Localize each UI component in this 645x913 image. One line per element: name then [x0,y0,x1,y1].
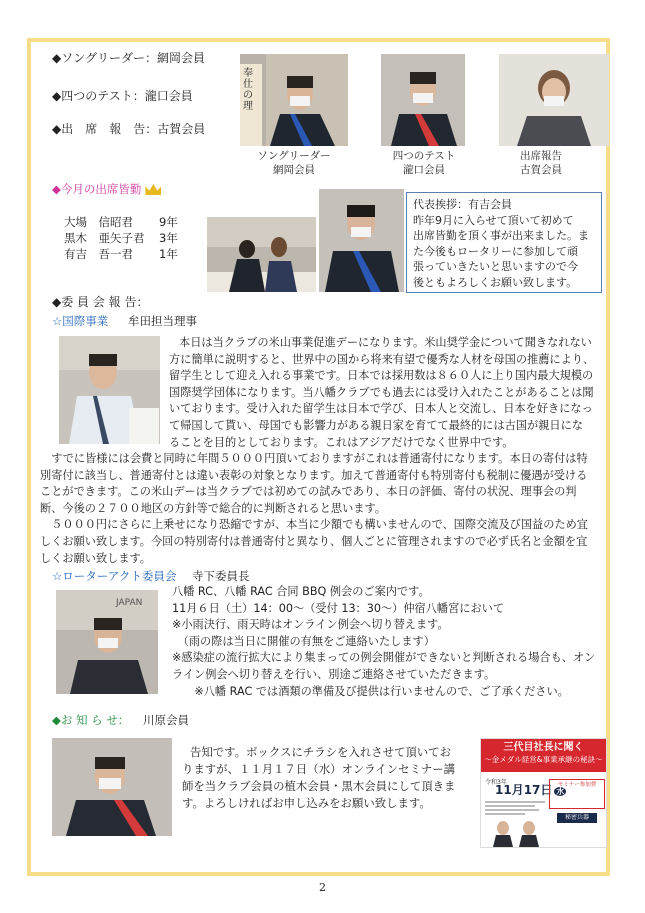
rac-person: 寺下委員長 [192,569,250,583]
photo-attendance-report [499,54,609,146]
attendance-row [64,230,178,248]
notice-line: 告知です。ボックスにチラシを入れさせて頂いてお [190,745,451,759]
caption-four-way-test [369,149,479,177]
caption-role: 出席報告 [520,150,562,162]
greeting-box [406,192,602,293]
rac-title: ☆ローターアクト委員会 [52,569,177,583]
attendance-row [64,214,178,232]
greeting-line: 出席皆勤を頂く事が出来ました。ま [413,229,589,242]
intl-full-line: しくお願い致します。今回の特別寄付は普通寄付と異なり、個人ごとに管理されますので必ず氏名と金額を宜 [40,534,588,548]
rac-line: ※小雨決行、雨天時はオンライン例会へ切り替えます。 [172,618,449,632]
committee-heading: ◆委 員 会 報 告： [52,295,149,309]
notice-title: ◆お 知 ら せ： [52,713,130,727]
intl-full-line: すでに皆様には会費と同時に年間５０００円頂いておりますがこれは普通寄付になります。本日の寄付は特 [40,452,588,465]
photo-representative [319,189,404,292]
rac-line: ライン例会へ切り替えを行い、別途ご連絡させていただきます。 [172,667,496,681]
photo-award-handover [207,217,316,292]
intl-line: いております。受け入れた留学生は日本で学び、日本人と交流し、日本を好きになっ [169,402,593,416]
intl-paragraph [169,335,609,451]
role-four-way-test: ◆四つのテスト：瀧口会員 [52,89,193,103]
intl-full-line: 別寄付に該当し、普通寄付とは違い表彰の対象となります。加えて普通寄付も特別寄付も税制に優遇が受ける [40,468,588,482]
rac-line: ※八幡 RAC では酒類の準備及び提供は行いませんので、ご了承ください。 [172,684,569,698]
flyer-details [485,799,545,817]
page-number: 2 [319,881,326,894]
caption-name: 古賀会員 [520,164,562,176]
notice-paragraph [182,744,472,812]
intl-full-line: ことができます。この米山デーは当クラブでは初めての試みであり、本日の評価、寄付の状況、理事会の判 [40,485,577,499]
intl-heading [52,313,197,331]
photo-rac-speaker [56,590,158,694]
rac-line: ※感染症の流行拡大により集まっての例会開催ができないと判断される場合も、オン [172,651,596,665]
attendance-heading-text: ◆今月の出席皆勤 [52,182,142,196]
intl-full-line: 断、今後の２７００地区の方針等で総合的に判断されると思います。 [40,501,386,515]
attendance-name: 大場 信昭君 [64,215,133,229]
greeting-line: た今後もロータリーに参加して頑 [413,244,578,258]
caption-name: 網岡会員 [273,164,315,176]
attendance-years: 9年 [159,215,178,229]
rac-line: 11月６日（土）14：00〜（受付 13：30〜）仲宿八幡宮において [172,601,505,615]
flyer-fee-text: セミナー参加費 [557,782,597,788]
rac-line: 八幡 RC、八幡 RAC 合同 BBQ 例会のご案内です。 [172,585,430,598]
flyer-tag: 秘密兵器 [557,813,597,823]
notice-line: 師を当クラブ会員の植木会員・黒木会員にして頂きま [182,779,456,793]
banner-text: 奉仕の理 [243,68,253,112]
flyer-fee-badge [549,779,605,809]
attendance-heading [52,181,161,199]
notice-line: りますが、１１月１７日（水）オンラインセミナー講 [182,762,456,776]
greeting-line: 代表挨拶：有吉会員 [413,198,512,211]
intl-paragraph-full [40,451,605,567]
intl-line: 留学生として迎え入れる事業です。日本では採用数は８６０人に上り国内最大規模の [169,369,594,383]
intl-person: 牟田担当理事 [127,314,197,328]
flyer-date-prefix: 令和3年 [485,779,507,786]
intl-full-line: しくお願い致します。 [40,551,151,565]
photo-intl-speaker [59,336,160,444]
flyer-subtitle: 〜金メダル経営&事業承継の秘訣〜 [484,755,603,764]
intl-line: ることを目的としております。これはアジアだけでなく世界中です。 [169,435,514,449]
intl-line: て帰国して貰い、母国でも影響力がある親日家を育てて最終的には古国が親日にな [169,418,583,432]
rac-line: （雨の際は当日に開催の有無をご連絡いたします） [172,634,435,648]
notice-person: 川原会員 [142,713,189,727]
attendance-name: 有吉 吾一君 [64,247,133,261]
rac-paragraph [172,584,607,700]
crown-icon [145,184,161,195]
attendance-name: 黒木 亜矢子君 [64,231,145,245]
intl-line: 本日は当クラブの米山事業促進デーになります。米山奨学金について聞きなれない [179,336,592,349]
intl-full-line: ５０００円にさらに上乗せになり恐縮ですが、本当に少額でも構いませんので、国際交流及び国益のため宜 [40,518,588,532]
attendance-row [64,246,178,264]
notice-line: す。よろしければお申し込みをお願い致します。 [182,796,431,810]
caption-song-leader [239,149,349,177]
photo-four-way-test [381,54,465,146]
caption-role: 四つのテスト [392,150,456,162]
greeting-line: 昨年9月に入らせて頂いて初めて [413,213,574,227]
caption-role: ソングリーダー [257,150,331,162]
caption-name: 瀧口会員 [403,164,445,176]
greeting-line: 後ともよろしくお願い致します。 [413,275,578,289]
intl-title: ☆国際事業 [52,314,109,328]
rac-banner-text: JAPAN [116,598,143,608]
rac-heading [52,568,250,586]
attendance-years: 3年 [159,231,178,245]
greeting-line: 張っていきたいと思いますので今 [413,260,578,273]
role-song-leader: ◆ソングリーダー：網岡会員 [52,51,205,65]
flyer-weekday: 水 [556,787,565,796]
flyer-header [481,739,606,772]
caption-attendance-report [486,149,596,177]
flyer-portraits [487,819,547,847]
role-attendance-report: ◆出 席 報 告：古賀会員 [52,122,206,136]
attendance-years: 1年 [159,247,178,261]
intl-line: 方に簡単に説明すると、世界中の国から将来有望で優秀な人材を母国の推薦により、 [169,352,595,366]
intl-line: 国際奨学団体になります。当八幡クラブでも過去には受け入れたことがあることは聞 [169,385,594,399]
flyer-title: 三代目社長に聞く [503,742,584,753]
photo-song-leader [240,54,348,146]
photo-notice-speaker [52,738,172,836]
notice-heading [52,712,189,730]
seminar-flyer [480,738,607,848]
flyer-date-text: 11月17日 [495,783,553,797]
